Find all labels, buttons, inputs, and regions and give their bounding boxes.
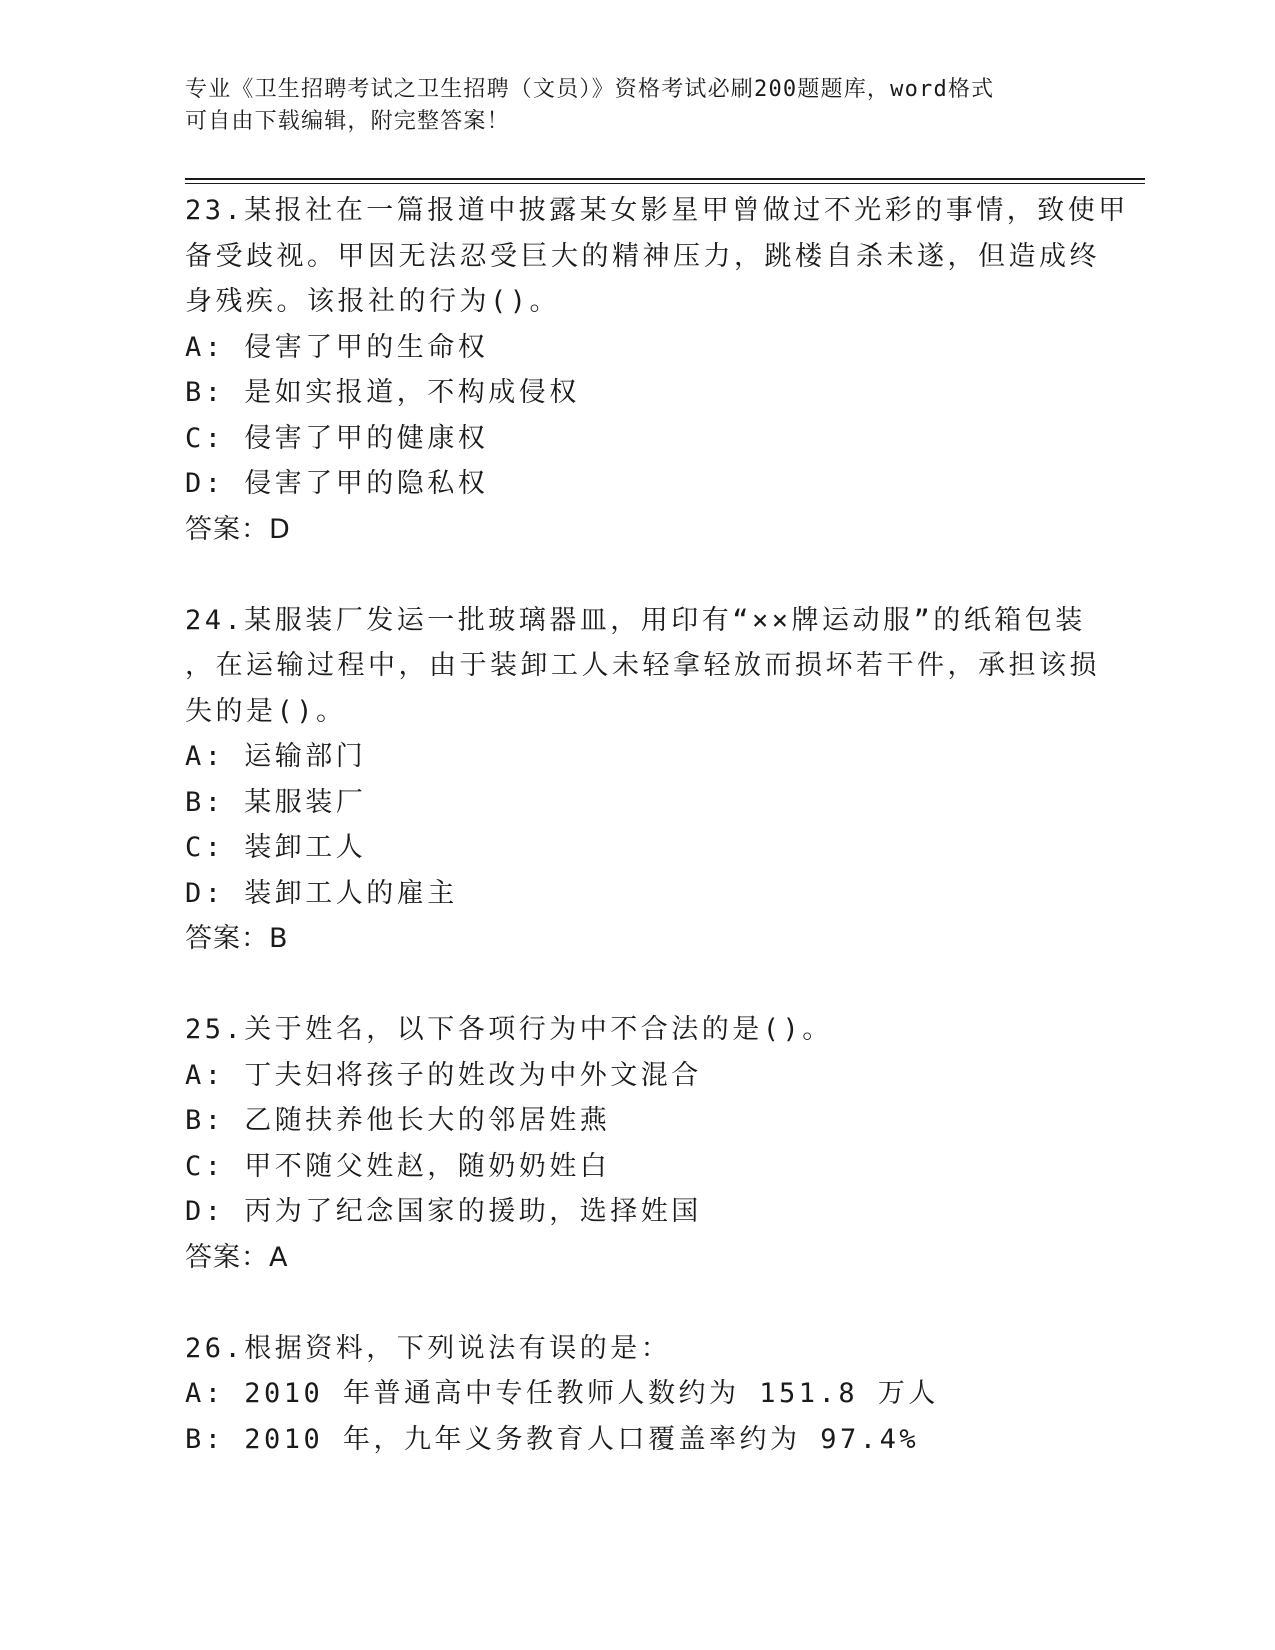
option-d: D: 丙为了纪念国家的援助，选择姓国 [185, 1196, 702, 1227]
option-b: B: 是如实报道，不构成侵权 [185, 377, 580, 408]
question-block [185, 1326, 1085, 1463]
question-block [185, 188, 1129, 552]
option-c: C: 侵害了甲的健康权 [185, 422, 489, 454]
option-c: C: 装卸工人 [185, 832, 367, 863]
header-divider-thick [185, 178, 1145, 180]
question-stem-line: 备受歧视。甲因无法忍受巨大的精神压力，跳楼自杀未遂，但造成终 [185, 240, 1100, 272]
option-a: A: 运输部门 [185, 741, 367, 772]
option-b: B: 乙随扶养他长大的邻居姓燕 [185, 1105, 611, 1136]
answer-line: 答案：D [185, 513, 291, 545]
question-stem-line: 24.某服装厂发运一批玻璃器皿，用印有“××牌运动服”的纸箱包装 [185, 604, 1086, 636]
question-stem-line: 失的是()。 [185, 695, 347, 727]
option-a: A: 丁夫妇将孩子的姓改为中外文混合 [185, 1059, 702, 1091]
spacer [185, 1280, 1085, 1326]
header-line-2: 可自由下载编辑，附完整答案！ [185, 109, 510, 134]
question-stem-line: ，在运输过程中，由于装卸工人未轻拿轻放而损坏若干件，承担该损 [185, 650, 1100, 681]
answer-line: 答案：A [185, 1241, 289, 1273]
answer-line: 答案：B [185, 923, 289, 954]
option-b: B: 2010 年，九年义务教育人口覆盖率约为 97.4% [185, 1423, 920, 1455]
option-d: D: 侵害了甲的隐私权 [185, 468, 489, 499]
option-d: D: 装卸工人的雇主 [185, 877, 458, 909]
option-c: C: 甲不随父姓赵，随奶奶姓白 [185, 1150, 611, 1182]
header-line-1: 专业《卫生招聘考试之卫生招聘（文员）》资格考试必刷200题题库，word格式 [185, 77, 995, 102]
question-stem-line: 25.关于姓名，以下各项行为中不合法的是()。 [185, 1014, 833, 1045]
spacer [185, 552, 1085, 598]
question-stem-line: 23.某报社在一篇报道中披露某女影星甲曾做过不光彩的事情，致使甲 [185, 195, 1129, 226]
option-b: B: 某服装厂 [185, 786, 367, 818]
question-block [185, 598, 1100, 962]
question-list [185, 188, 1129, 1462]
question-stem-line: 身残疾。该报社的行为()。 [185, 286, 561, 317]
question-block [185, 1007, 1085, 1280]
option-a: A: 侵害了甲的生命权 [185, 331, 489, 363]
header-divider-thin [185, 183, 1145, 184]
document-header [185, 74, 1065, 138]
spacer [185, 962, 1085, 1008]
question-stem-line: 26.根据资料，下列说法有误的是： [185, 1332, 672, 1364]
option-a: A: 2010 年普通高中专任教师人数约为 151.8 万人 [185, 1378, 939, 1409]
